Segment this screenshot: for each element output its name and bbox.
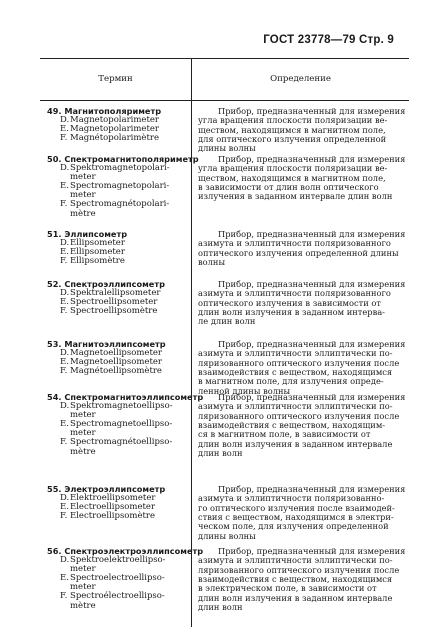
translation-text: meter — [70, 564, 96, 575]
translation-text: Electroellipsometer — [70, 502, 156, 513]
translation-text: Magnétoellipsomètre — [70, 366, 162, 377]
definition-line: Прибор, предназначенный для измерения — [218, 484, 406, 494]
definition-entry — [198, 155, 408, 202]
language-code: D. — [60, 288, 70, 299]
language-code: F. — [60, 256, 68, 267]
definition-line: азимута и эллиптичности эллиптически по- — [198, 401, 393, 412]
definition-line: взаимодействия с веществом, находящимся — [198, 367, 393, 378]
column-header-terms: Термин — [40, 59, 191, 101]
term-translation — [47, 402, 188, 411]
definition-line: длин волн — [198, 602, 243, 613]
column-divider — [191, 59, 192, 627]
language-code: E. — [60, 247, 69, 258]
definition-line: длин волн — [198, 448, 243, 459]
language-code: E. — [60, 357, 69, 368]
language-code: D. — [60, 238, 70, 249]
language-code: E. — [60, 124, 69, 135]
definition-line: длин волн излучения в заданном интерва- — [198, 307, 385, 318]
terms-table — [40, 58, 409, 627]
term-entry — [47, 154, 199, 219]
language-code: D. — [60, 493, 70, 504]
definition-line: ществом, находящимся в магнитном поле, — [198, 172, 386, 183]
translation-text: mètre — [70, 446, 96, 457]
term-translation — [47, 182, 188, 191]
definition-line: ляризованного оптического излучения после — [198, 357, 400, 368]
definition-line: ществом, находящимся в магнитном поле, — [198, 124, 386, 135]
definition-line: ческом поле, для излучения определенной — [198, 521, 389, 532]
term-name: Эллипсометр — [64, 229, 128, 239]
translation-text: Magnetoellipsometer — [70, 357, 162, 368]
language-code: F. — [60, 511, 68, 522]
language-code: E. — [60, 297, 69, 308]
definition-line: длин волн излучения в заданном интервале — [198, 592, 393, 603]
translation-text: meter — [70, 428, 96, 439]
term-translation — [47, 574, 188, 583]
definition-line: Прибор, предназначенный для измерения — [218, 106, 406, 116]
definition-line: ляризованного оптического излучения после — [198, 564, 400, 575]
column-header-definitions: Определение — [192, 59, 409, 101]
translation-text: Spectromagnetoellipso- — [70, 419, 173, 430]
definition-line: оптического излучения определенной длины — [198, 247, 399, 258]
term-translation — [47, 307, 188, 316]
definition-line: ствия с веществом, находящимся в электри- — [198, 512, 394, 523]
definition-line: волны — [198, 257, 226, 268]
definition-line: длин волн излучения в заданном интервале — [198, 438, 393, 449]
translation-text: mètre — [70, 600, 96, 611]
language-code: D. — [60, 348, 70, 359]
language-code: F. — [60, 437, 68, 448]
definition-line: длины волны — [198, 530, 256, 541]
term-translation — [47, 448, 188, 457]
term-entry — [47, 340, 188, 376]
language-code: D. — [60, 163, 70, 174]
definition-entry — [198, 107, 408, 154]
translation-text: Spektromagnetopolari- — [70, 163, 170, 174]
term-name: Спектроэллипсометр — [64, 279, 165, 289]
term-entry — [47, 107, 188, 143]
translation-text: meter — [70, 582, 96, 593]
definition-line: ляризованного оптического излучения после — [198, 410, 400, 421]
term-number: 52. — [47, 279, 65, 289]
definition-line: в электрическом поле, в зависимости от — [198, 583, 377, 594]
translation-text: Spectroelectroellipso- — [70, 573, 165, 584]
translation-text: Spektromagnetoellipso- — [70, 401, 173, 412]
definition-line: угла вращения плоскости поляризации ве- — [198, 163, 388, 174]
term-name: Спектроэлектроэллипсометр — [64, 546, 204, 556]
definition-line: азимута и эллиптичности поляризованного — [198, 288, 391, 299]
term-number: 56. — [47, 546, 65, 556]
translation-text: Ellipsometer — [70, 238, 125, 249]
term-number: 53. — [47, 339, 65, 349]
term-translation — [47, 420, 188, 429]
translation-text: Spectroélectroellipso- — [70, 591, 165, 602]
translation-text: Spectromagnetopolari- — [70, 181, 170, 192]
translation-text: Spectroellipsometer — [70, 297, 158, 308]
translation-text: Magnetopolarimeter — [70, 115, 159, 126]
term-entry — [47, 485, 188, 521]
term-name: Магнитоэллипсометр — [64, 339, 166, 349]
definition-line: го оптического излучения после взаимодей- — [198, 502, 395, 513]
definition-line: взаимодействия с веществом, находящим- — [198, 420, 386, 431]
definition-line: Прибор, предназначенный для измерения — [218, 546, 406, 556]
term-number: 49. — [47, 106, 65, 116]
term-translation — [47, 164, 188, 173]
term-name: Спектромагнитоэллипсометр — [64, 392, 204, 402]
language-code: E. — [60, 573, 69, 584]
language-code: F. — [60, 133, 68, 144]
definition-line: Прибор, предназначенный для измерения — [218, 339, 406, 349]
term-translation — [47, 512, 188, 521]
translation-text: meter — [70, 190, 96, 201]
term-entry — [47, 280, 188, 316]
language-code: D. — [60, 115, 70, 126]
translation-text: Ellipsomètre — [70, 256, 125, 267]
definition-line: азимута и эллиптичности эллиптически по- — [198, 555, 393, 566]
term-translation — [47, 556, 188, 565]
definition-entry — [198, 485, 408, 541]
translation-text: Spectromagnétopolari- — [70, 199, 170, 210]
term-translation — [47, 134, 188, 143]
translation-text: Electroellipsomètre — [70, 511, 156, 522]
translation-text: Magnetopolarimeter — [70, 124, 159, 135]
definition-line: Прибор, предназначенный для измерения — [218, 392, 406, 402]
translation-text: Elektroellipsometer — [70, 493, 156, 504]
language-code: F. — [60, 199, 68, 210]
definition-line: в магнитном поле, для излучения опреде- — [198, 376, 384, 387]
term-number: 50. — [47, 154, 65, 164]
translation-text: Magnetoellipsometer — [70, 348, 162, 359]
definition-line: излучения в заданном интервале длин волн — [198, 191, 393, 202]
translation-text: Spektralellipsometer — [70, 288, 161, 299]
page-header: ГОСТ 23778—79 Стр. 9 — [263, 34, 394, 46]
term-name: Электроэллипсометр — [64, 484, 166, 494]
definition-line: азимута и эллиптичности поляризованно- — [198, 493, 385, 504]
language-code: E. — [60, 502, 69, 513]
definition-line: в зависимости от длин волн оптического — [198, 182, 379, 193]
term-entry — [47, 230, 188, 266]
term-number: 51. — [47, 229, 65, 239]
language-code: E. — [60, 181, 69, 192]
translation-text: meter — [70, 410, 96, 421]
translation-text: Spektroelektroellipso- — [70, 555, 166, 566]
definition-line: азимута и эллиптичности эллиптически по- — [198, 348, 393, 359]
term-translation — [47, 592, 188, 601]
definition-entry — [198, 230, 408, 267]
term-name: Спектромагнитополяриметр — [64, 154, 199, 164]
definition-line: Прибор, предназначенный для измерения — [218, 279, 406, 289]
term-translation — [47, 200, 188, 209]
term-entry — [47, 392, 204, 457]
translation-text: Spectroellipsomètre — [70, 306, 158, 317]
language-code: F. — [60, 591, 68, 602]
term-number: 55. — [47, 484, 65, 494]
term-number: 54. — [47, 392, 65, 402]
term-translation — [47, 367, 188, 376]
language-code: F. — [60, 366, 68, 377]
definition-line: для оптического излучения определенной — [198, 134, 387, 145]
term-name: Магнитополяриметр — [64, 106, 162, 116]
translation-text: Spectromagnétoellipso- — [70, 437, 173, 448]
definition-line: ся в магнитном поле, в зависимости от — [198, 429, 371, 440]
translation-text: meter — [70, 172, 96, 183]
definition-entry — [198, 340, 408, 396]
definition-line: взаимодействия с веществом, находящимся — [198, 574, 393, 585]
definition-entry — [198, 547, 408, 612]
term-translation — [47, 602, 188, 611]
translation-text: Magnétopolarimètre — [70, 133, 159, 144]
definition-entry — [198, 393, 408, 458]
language-code: D. — [60, 555, 70, 566]
definition-line: угла вращения плоскости поляризации ве- — [198, 115, 388, 126]
definition-line: Прибор, предназначенный для измерения — [218, 229, 406, 239]
definition-line: Прибор, предназначенный для измерения — [218, 154, 406, 164]
definition-line: азимута и эллиптичности поляризованного — [198, 238, 391, 249]
definition-line: ленной длины волны — [198, 385, 291, 396]
definition-line: длины волны — [198, 143, 256, 154]
definition-line: ле длин волн — [198, 316, 256, 327]
term-translation — [47, 438, 188, 447]
language-code: D. — [60, 401, 70, 412]
definition-line: оптического излучения в зависимости от — [198, 297, 381, 308]
translation-text: Ellipsometer — [70, 247, 125, 258]
translation-text: mètre — [70, 208, 96, 219]
definition-entry — [198, 280, 408, 327]
term-translation — [47, 257, 188, 266]
term-translation — [47, 210, 188, 219]
term-entry — [47, 546, 204, 611]
language-code: F. — [60, 306, 68, 317]
language-code: E. — [60, 419, 69, 430]
